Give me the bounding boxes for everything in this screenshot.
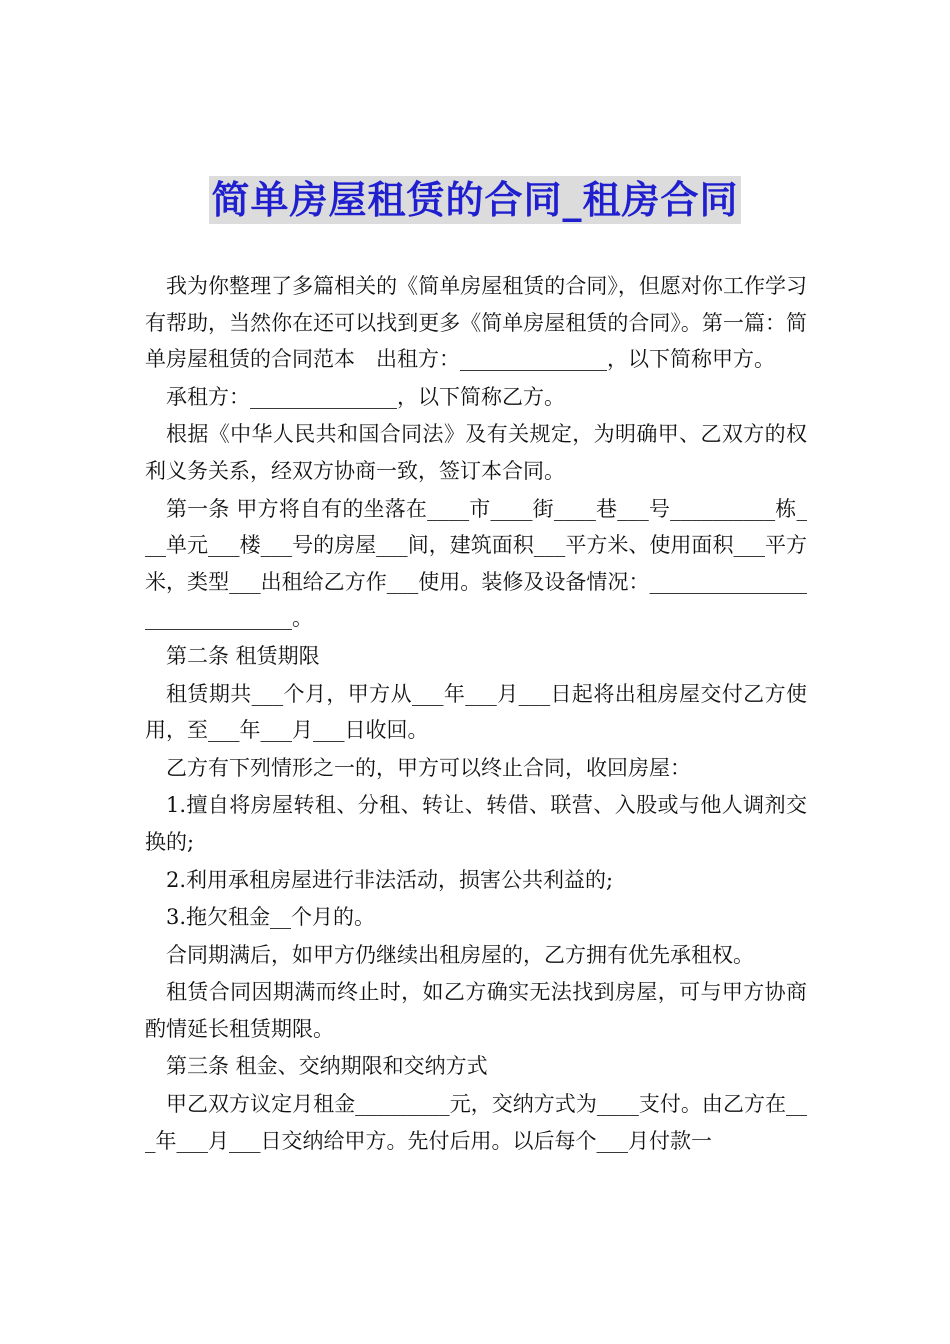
- document-body: [145, 268, 807, 1159]
- document-title: 简单房屋租赁的合同_租房合同: [211, 178, 739, 222]
- title-container: [0, 176, 950, 224]
- heading-article-2: 第二条 租赁期限: [166, 643, 320, 668]
- paragraph-article-1: 第一条 甲方将自有的坐落在____市____街____巷___号__________栋___单元___楼___号的房屋___间，建筑面积___平方米、使用面积___平方米，类型___出租给乙方作___使用。装修及设备情况：_____________________________。: [145, 496, 807, 631]
- paragraph-lease-term: 租赁期共___个月，甲方从___年___月___日起将出租房屋交付乙方使用，至___年___月___日收回。: [145, 681, 807, 743]
- paragraph-lessee: 承租方：______________，以下简称乙方。: [166, 384, 565, 409]
- list-item-2: 2.利用承租房屋进行非法活动，损害公共利益的;: [166, 867, 614, 892]
- paragraph-intro: 我为你整理了多篇相关的《简单房屋租赁的合同》，但愿对你工作学习有帮助，当然你在还可以找到更多《简单房屋租赁的合同》。第一篇：简单房屋租赁的合同范本 出租方：______________，以下简称甲方。: [145, 274, 807, 372]
- list-item-1: 1.擅自将房屋转租、分租、转让、转借、联营、入股或与他人调剂交换的;: [145, 793, 807, 854]
- paragraph-extension: 租赁合同因期满而终止时，如乙方确实无法找到房屋，可与甲方协商酌情延长租赁期限。: [145, 980, 807, 1041]
- paragraph-rent: 甲乙双方议定月租金_________元，交纳方式为____支付。由乙方在___年___月___日交纳给甲方。先付后用。以后每个___月付款一: [145, 1092, 807, 1153]
- paragraph-priority-right: 合同期满后，如甲方仍继续出租房屋的，乙方拥有优先承租权。: [166, 942, 754, 967]
- list-item-3: 3.拖欠租金__个月的。: [166, 905, 376, 930]
- paragraph-termination-conditions: 乙方有下列情形之一的，甲方可以终止合同，收回房屋：: [166, 755, 691, 780]
- heading-article-3: 第三条 租金、交纳期限和交纳方式: [166, 1054, 488, 1079]
- paragraph-basis: 根据《中华人民共和国合同法》及有关规定，为明确甲、乙双方的权利义务关系，经双方协商一致，签订本合同。: [145, 422, 807, 483]
